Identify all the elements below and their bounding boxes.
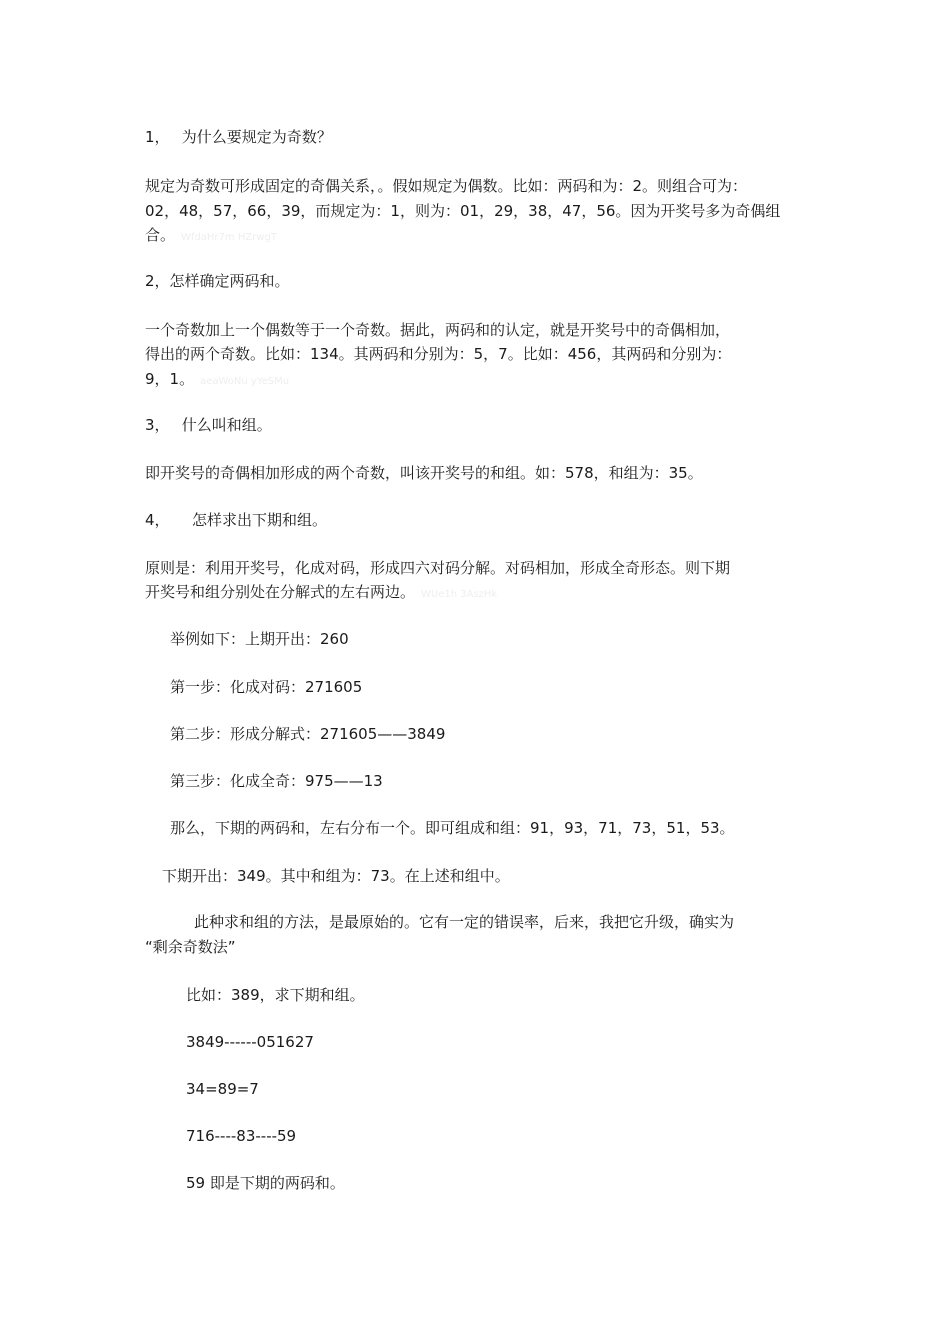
q2-heading: 2，怎样确定两码和。 [145,272,290,290]
q1-text-line-3 [145,225,277,248]
q1-text-line-2: 02，48，57，66，39，而规定为：1，则为：01，29，38，47，56。因为开奖号多为奇偶组 [145,202,781,220]
q1-text-line-3-text: 合。 [145,226,176,244]
example2-line-3: 716----83----59 [186,1127,297,1145]
q3-heading: 3， 什么叫和组。 [145,416,272,434]
q3-text-line-1: 即开奖号的奇偶相加形成的两个奇数，叫该开奖号的和组。如：578，和组为：35。 [145,464,703,482]
example-result: 那么，下期的两码和，左右分布一个。即可组成和组：91，93，71，73，51，53。 [170,819,735,837]
q2-text-line-2: 得出的两个奇数。比如：134。其两码和分别为：5，7。比如：456，其两码和分别为： [145,345,732,363]
q1-text-line-1: 规定为奇数可形成固定的奇偶关系，。假如规定为偶数。比如：两码和为：2。则组合可为： [145,177,748,195]
q4-heading: 4， 怎样求出下期和组。 [145,511,328,529]
example-step-1: 第一步：化成对码：271605 [170,678,363,696]
q2-text-line-3-text: 9，1。 [145,370,195,388]
example2-intro: 比如：389，求下期和组。 [186,986,365,1004]
q2-text-line-3 [145,369,289,392]
q1-heading: 1， 为什么要规定为奇数？ [145,128,332,146]
q4-text-line-1: 原则是：利用开奖号，化成对码，形成四六对码分解。对码相加，形成全奇形态。则下期 [145,559,731,577]
watermark-text: aeaWoNu yYeSMu [200,376,290,387]
q2-text-line-1: 一个奇数加上一个偶数等于一个奇数。据此，两码和的认定，就是开奖号中的奇偶相加， [145,321,731,339]
watermark-text: WfdaHr7m HZrwgT [181,232,277,243]
example-step-2: 第二步：形成分解式：271605——3849 [170,725,446,743]
example2-line-1: 3849------051627 [186,1033,314,1051]
watermark-text: WUe1h 3AszHk [421,589,498,600]
example-step-3: 第三步：化成全奇：975——13 [170,772,383,790]
method-line-2: “剩余奇数法” [145,938,236,956]
example-intro: 举例如下：上期开出：260 [170,630,349,648]
q4-text-line-2-text: 开奖号和组分别处在分解式的左右两边。 [145,583,416,601]
example-next: 下期开出：349。其中和组为：73。在上述和组中。 [162,867,510,885]
example2-line-2: 34=89=7 [186,1080,259,1098]
method-line-1: 此种求和组的方法，是最原始的。它有一定的错误率，后来，我把它升级，确实为 [194,913,735,931]
example2-line-4: 59 即是下期的两码和。 [186,1174,345,1192]
q4-text-line-2 [145,582,497,605]
